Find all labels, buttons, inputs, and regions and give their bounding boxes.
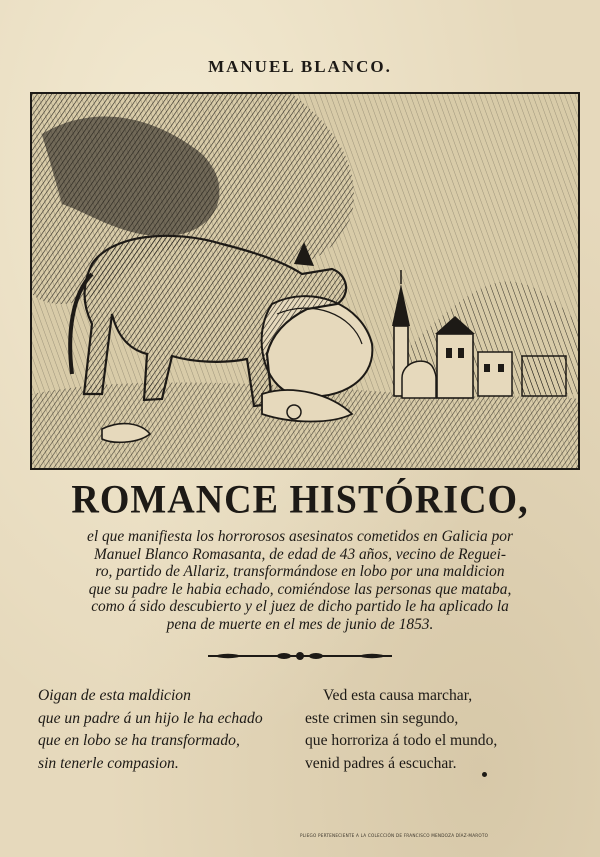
- subtitle-line: pena de muerte en el mes de junio de 1853.: [166, 615, 434, 633]
- verse-line: que en lobo se ha transformado,: [38, 732, 240, 749]
- subtitle-line: como á sido descubierto y el juez de dicho partido le ha aplicado la: [91, 598, 509, 615]
- ink-dot: [482, 772, 487, 777]
- subtitle-line: que su padre le habia echado, comiéndose las personas que mataba,: [88, 580, 512, 598]
- verse-line: sin tenerle compasion.: [38, 754, 179, 772]
- subtitle-line: ro, partido de Allariz, transformándose en lobo por una maldicion: [95, 563, 505, 580]
- decorative-rule: [208, 650, 392, 662]
- verse-line: Oigan de esta maldicion: [38, 687, 191, 704]
- verse-line: que horroriza á todo el mundo,: [305, 732, 498, 749]
- verse-line: venid padres á escuchar.: [305, 754, 457, 772]
- verse-line: que un padre á un hijo le ha echado: [38, 709, 263, 727]
- collection-credit: PLIEGO PERTENECIENTE A LA COLECCIÓN DE FRANCISCO MENDOZA DÍAZ-MAROTO: [300, 833, 489, 838]
- subtitle-line: Manuel Blanco Romasanta, de edad de 43 años, vecino de Reguei-: [93, 545, 506, 563]
- headline: ROMANCE HISTÓRICO,: [71, 477, 529, 523]
- wolf-woodcut-image: [32, 94, 578, 468]
- verse-right-column: [305, 685, 497, 775]
- verse-line: este crimen sin segundo,: [305, 709, 459, 727]
- page-title: MANUEL BLANCO.: [208, 57, 392, 76]
- verse-line: Ved esta causa marchar,: [323, 687, 473, 704]
- subtitle-paragraph: [30, 528, 570, 633]
- verse-left-column: [38, 685, 263, 775]
- subtitle-line: el que manifiesta los horrorosos asesinatos cometidos en Galicia por: [87, 528, 513, 545]
- woodcut-illustration: [30, 92, 580, 470]
